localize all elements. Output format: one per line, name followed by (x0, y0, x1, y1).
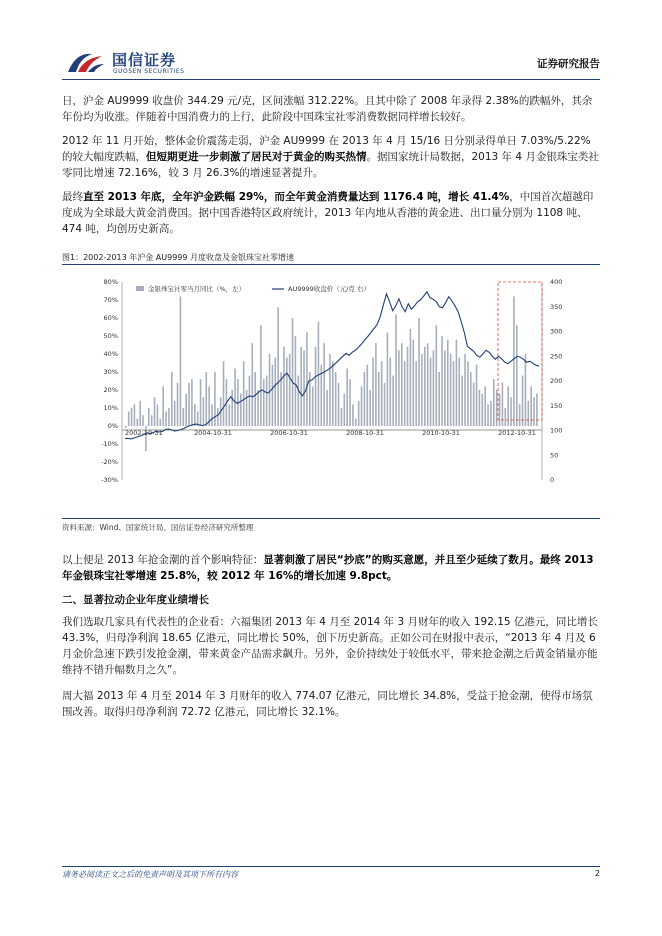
sales-growth-bar (303, 350, 305, 426)
paragraph-3: 最终直至 2013 年底，全年沪金跌幅 29%，而全年黄金消费量达到 1176.4 吨，增长 41.4%，中国首次超越印度成为全球最大黄金消费国。据中国香港特区政府统计，2013 年内地从香港的黄金进、出口量分别为 1108 吨、474 吨，均创历史新高。 (62, 191, 594, 235)
left-axis-tick-label: 10% (103, 404, 118, 412)
sales-growth-bar (254, 372, 256, 426)
sales-growth-bar (502, 383, 504, 426)
sales-growth-bar (312, 386, 314, 426)
sales-growth-bar (436, 325, 438, 426)
sales-growth-bar (263, 379, 265, 426)
sales-growth-bar (249, 376, 251, 426)
legend-line-label: AU9999收盘价（元/克 右） (288, 285, 371, 293)
sales-growth-bar (223, 361, 225, 426)
sales-growth-bar (171, 372, 173, 426)
sales-growth-bar (528, 401, 530, 426)
sales-growth-bar (499, 394, 501, 426)
sales-growth-bar (269, 354, 271, 426)
sales-growth-bar (277, 307, 279, 426)
sales-growth-bar (289, 354, 291, 426)
sales-growth-bar (369, 390, 371, 426)
sales-growth-bar (306, 332, 308, 426)
sales-growth-bar (168, 408, 170, 426)
footer-divider (62, 866, 600, 867)
sales-growth-bar (387, 332, 389, 426)
sales-growth-bar (450, 354, 452, 426)
left-axis-tick-label: 30% (103, 368, 118, 376)
sales-growth-bar (441, 336, 443, 426)
sales-growth-bar (194, 404, 196, 426)
sales-growth-bar (188, 383, 190, 426)
sales-growth-bar (375, 343, 377, 426)
left-axis-tick-label: -30% (101, 476, 118, 484)
company-name-en: GUOSEN SECURITIES (113, 68, 185, 75)
sales-growth-bar (430, 358, 432, 426)
sales-growth-bar (533, 397, 535, 426)
right-axis-tick-label: 300 (550, 327, 563, 336)
sales-growth-bar (364, 372, 366, 426)
sales-growth-bar (315, 347, 317, 426)
sales-growth-bar (424, 347, 426, 426)
left-axis-tick-label: 60% (103, 314, 118, 322)
sales-growth-bar (358, 401, 360, 426)
paragraph-1: 日，沪金 AU9999 收盘价 344.29 元/克，区间涨幅 312.22%。且其中除了 2008 年录得 2.38%的跌幅外，其余年份均为收涨。伴随着中国消费力的上行，此阶段中国珠宝社零消费数据同样增长较好。 (62, 95, 593, 123)
sales-growth-bar (427, 343, 429, 426)
sales-growth-bar (177, 383, 179, 426)
sales-growth-bar (286, 358, 288, 426)
sales-growth-bar (464, 354, 466, 426)
sales-growth-bar (128, 412, 130, 426)
x-axis-tick-label: 2002-10-31 (125, 429, 163, 437)
report-type-label: 证券研究报告 (537, 58, 600, 70)
sales-growth-bar (148, 408, 150, 426)
sales-growth-bar (139, 401, 141, 426)
sales-growth-bar (415, 361, 417, 426)
sales-growth-bar (160, 419, 162, 426)
sales-growth-bar (183, 408, 185, 426)
right-axis-tick-label: 250 (550, 352, 563, 361)
sales-growth-bar (260, 325, 262, 426)
sales-growth-bar (272, 365, 274, 426)
gold-price-jewelry-sales-chart (62, 272, 600, 497)
sales-growth-bar (200, 379, 202, 426)
page-number: 2 (594, 869, 600, 878)
paragraph-6: 周大福 2013 年 4 月至 2014 年 3 月财年的收入 774.07 亿港元，同比增长 34.8%，受益于抢金潮，使得市场氛围改善。取得归母净利润 72.72 亿港元，同比增长 32.1%。 (62, 690, 593, 718)
right-axis-tick-label: 50 (550, 451, 559, 460)
sales-growth-bar (421, 354, 423, 426)
sales-growth-bar (338, 383, 340, 426)
right-axis-tick-label: 200 (550, 377, 563, 385)
sales-growth-bar (240, 394, 242, 426)
sales-growth-bar (404, 361, 406, 426)
sales-growth-bar (516, 325, 518, 426)
sales-growth-bar (444, 350, 446, 426)
sales-growth-bar (131, 408, 133, 426)
highlight-box-2013 (498, 282, 542, 420)
x-axis-tick-label: 2008-10-31 (346, 429, 384, 437)
sales-growth-bar (395, 314, 397, 426)
sales-growth-bar (275, 358, 277, 426)
left-axis-tick-label: 0% (107, 422, 118, 430)
sales-growth-bar (344, 394, 346, 426)
header-divider (62, 79, 600, 80)
left-axis-tick-label: 50% (103, 332, 118, 340)
left-axis-tick-label: -20% (101, 458, 118, 466)
sales-growth-bar (355, 419, 357, 426)
sales-growth-bar (142, 415, 144, 426)
sales-growth-bar (352, 404, 354, 426)
section-heading-2: 二、显著拉动企业年度业绩增长 (62, 594, 209, 606)
sales-growth-bar (332, 361, 334, 426)
guosen-logo-icon (66, 48, 106, 78)
left-axis-tick-label: 70% (103, 296, 118, 304)
sales-growth-bar (257, 390, 259, 426)
sales-growth-bar (217, 408, 219, 426)
sales-growth-bar (323, 343, 325, 426)
x-axis-tick-label: 2010-10-31 (422, 429, 460, 437)
sales-growth-bar (252, 343, 254, 426)
sales-growth-bar (341, 408, 343, 426)
sales-growth-bar (381, 361, 383, 426)
figure-bottom-rule (62, 518, 600, 519)
sales-growth-bar (490, 401, 492, 426)
x-axis-tick-label: 2006-10-31 (270, 429, 308, 437)
x-axis-tick-label: 2012-10-31 (498, 429, 536, 437)
sales-growth-bar (496, 390, 498, 426)
sales-growth-bar (361, 386, 363, 426)
sales-growth-bar (134, 404, 136, 426)
sales-growth-bar (246, 390, 248, 426)
figure-top-rule (62, 264, 600, 265)
right-axis-tick-label: 100 (550, 426, 563, 435)
right-axis-tick-label: 400 (550, 278, 563, 286)
sales-growth-bar (229, 404, 231, 426)
sales-growth-bar (185, 394, 187, 426)
sales-growth-bar (367, 365, 369, 426)
sales-growth-bar (292, 318, 294, 426)
figure-caption: 图1：2002-2013 年沪金 AU9999 月度收盘及金银珠宝社零增速 (62, 253, 295, 262)
sales-growth-bar (447, 340, 449, 426)
sales-growth-bar (208, 386, 210, 426)
sales-growth-bar (295, 336, 297, 426)
right-axis-tick-label: 0 (550, 476, 555, 484)
sales-growth-bar (418, 318, 420, 426)
sales-growth-bar (335, 372, 337, 426)
sales-growth-bar (467, 361, 469, 426)
sales-growth-bar (157, 404, 159, 426)
sales-growth-bar (234, 368, 236, 426)
sales-growth-bar (346, 368, 348, 426)
sales-growth-bar (384, 383, 386, 426)
sales-growth-bar (191, 379, 193, 426)
left-axis-tick-label: -10% (101, 440, 118, 448)
paragraph-5: 我们选取几家具有代表性的企业看：六福集团 2013 年 4 月至 2014 年 3 月财年的收入 192.15 亿港元，同比增长 43.3%，归母净利润 18.65 亿港元，同比增长 50%，创下历史新高。正如公司在财报中表示，“2013 年 4 月及 6 月金价急速下跌引发抢金潮，带来黄金产品需求飙升。另外，金价持续处于较低水平，带来抢金潮之后黄金销量亦能维持不错升幅数月之久”。 (62, 616, 598, 676)
sales-growth-bar (137, 419, 139, 426)
sales-growth-bar (162, 386, 164, 426)
sales-growth-bar (231, 390, 233, 426)
sales-growth-bar (461, 376, 463, 426)
sales-growth-bar (398, 350, 400, 426)
sales-growth-bar (536, 394, 538, 426)
page-header (62, 44, 600, 78)
sales-growth-bar (401, 343, 403, 426)
sales-growth-bar (349, 379, 351, 426)
sales-growth-bar (211, 404, 213, 426)
sales-growth-bar (165, 412, 167, 426)
sales-growth-bar (326, 390, 328, 426)
sales-growth-bar (473, 383, 475, 426)
sales-growth-bar (125, 426, 127, 428)
sales-growth-bar (484, 386, 486, 426)
legend-bar-swatch (136, 286, 144, 291)
paragraph-4: 以上便是 2013 年抢金潮的首个影响特征：显著刺激了居民“抄底”的购买意愿，并且至少延续了数月。最终 2013 年金银珠宝社零增速 25.8%，较 2012 年 16%的增长加速 9.8pct。 (62, 554, 594, 582)
sales-growth-bar (372, 358, 374, 426)
sales-growth-bar (459, 358, 461, 426)
legend-bar-label: 金银珠宝社零当月同比（%，左） (148, 285, 246, 293)
x-axis-tick-label: 2004-10-31 (194, 429, 232, 437)
sales-growth-bar (390, 358, 392, 426)
sales-growth-bar (482, 394, 484, 426)
left-axis-tick-label: 40% (103, 350, 118, 358)
sales-growth-bar (329, 354, 331, 426)
paragraph-2: 2012 年 11 月开始，整体金价震荡走弱，沪金 AU9999 在 2013 年 4 月 15/16 日分别录得单日 7.03%/5.22%的较大幅度跌幅，但短期更进一步刺激了居民对于黄金的购买热情。据国家统计局数据，2013 年 4 月金银珠宝类社零同比增速 72.16%，较 3 月 26.3%的增速显著提升。 (62, 135, 599, 179)
sales-growth-bar (154, 397, 156, 426)
sales-growth-bar (413, 340, 415, 426)
sales-growth-bar (438, 372, 440, 426)
right-axis-tick-label: 150 (550, 401, 563, 410)
sales-growth-bar (510, 397, 512, 426)
sales-growth-bar (214, 372, 216, 426)
sales-growth-bar (266, 376, 268, 426)
sales-growth-bar (151, 415, 153, 426)
sales-growth-bar (392, 376, 394, 426)
sales-growth-bar (525, 354, 527, 426)
sales-growth-bar (300, 347, 302, 426)
sales-growth-bar (479, 390, 481, 426)
sales-growth-bar (378, 372, 380, 426)
sales-growth-bar (203, 397, 205, 426)
left-axis-tick-label: 20% (103, 386, 118, 394)
sales-growth-bar (456, 340, 458, 426)
sales-growth-bar (243, 361, 245, 426)
sales-growth-bar (453, 361, 455, 426)
sales-growth-bar (318, 322, 320, 426)
sales-growth-bar (476, 365, 478, 426)
sales-growth-bar (410, 329, 412, 426)
sales-growth-bar (519, 404, 521, 426)
sales-growth-bar (433, 350, 435, 426)
sales-growth-bar (522, 376, 524, 426)
sales-growth-bar (283, 347, 285, 426)
right-axis-tick-label: 350 (550, 302, 563, 311)
sales-growth-bar (298, 376, 300, 426)
sales-growth-bar (505, 408, 507, 426)
left-axis-tick-label: 80% (103, 278, 118, 286)
sales-growth-bar (470, 372, 472, 426)
sales-growth-bar (407, 347, 409, 426)
footer-disclaimer: 请务必阅读正文之后的免责声明及其项下所有内容 (62, 870, 238, 879)
sales-growth-bar (513, 296, 515, 426)
sales-growth-bar (487, 404, 489, 426)
sales-growth-bar (180, 296, 182, 426)
sales-growth-bar (174, 401, 176, 426)
sales-growth-bar (493, 379, 495, 426)
company-name-cn: 国信证券 (112, 51, 177, 69)
figure-source: 资料来源：Wind、国家统计局、国信证券经济研究所整理 (62, 523, 254, 532)
sales-growth-bar (206, 372, 208, 426)
